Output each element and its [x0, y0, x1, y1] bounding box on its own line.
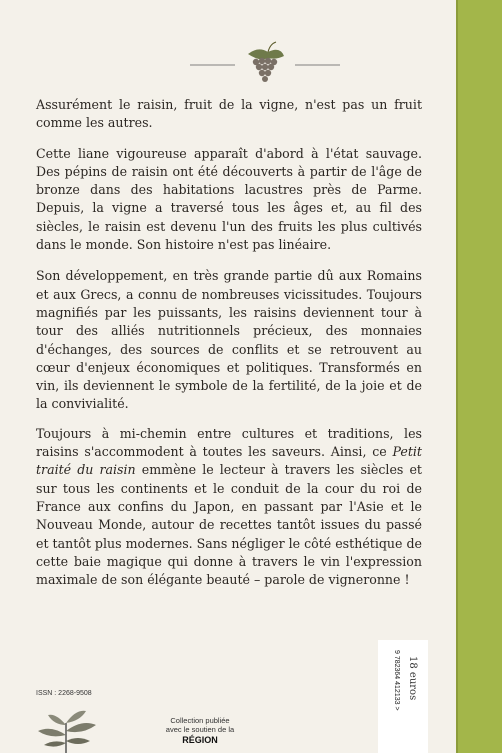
paragraph-4 — [36, 425, 422, 590]
paragraph-3: Son développement, en très grande partie dû aux Romains et aux Grecs, a connu de nombreuses vicissitudes. Toujours magnifiés par les puissants, les raisins deviennent tour à tour des alliés nutritionnels précieux, des monnaies d'échanges, des sources de conflits et se retrouvent au cœur d'enjeux économiques et politiques. Transformés en vin, ils deviennent le symbole de la fertilité, de la joie et de la convivialité. — [36, 268, 422, 412]
barcode-number: 9 782364 412133 > — [393, 650, 400, 711]
barcode — [378, 640, 428, 753]
collection-notice — [140, 716, 260, 745]
spine-edge — [456, 0, 458, 753]
paragraph-1: Assurément le raisin, fruit de la vigne, n'est pas un fruit comme les autres. — [36, 97, 422, 131]
book-title: Petit traité du raisin — [36, 444, 422, 478]
paragraph-4-start: Toujours à mi-chemin entre cultures et traditions, les raisins s'accommodent à toutes les saveurs. Ainsi, ce — [36, 425, 422, 460]
issn-label: ISSN : 2268-9508 — [36, 690, 92, 697]
paragraph-4-end: emmène le lecteur à travers les siècles et sur tous les continents et le conduit de la cour du roi de France aux confins du Japon, en passant par l'Asie et le Nouveau Monde, autour de recettes tantôt issues du passé et tantôt plus modernes. Sans négliger le côté esthétique de cette baie magique qui donne à travers le vin l'expression maximale de son élégante beauté – parole de vigneronne ! — [36, 462, 423, 588]
green-spine — [458, 0, 502, 753]
plant-logo-icon — [26, 705, 106, 753]
price-label: 18 euros — [407, 656, 418, 701]
collection-line-1: Collection publiée — [170, 716, 230, 725]
region-logo-text: RÉGION — [182, 735, 218, 745]
back-cover-text — [36, 96, 422, 601]
paragraph-2: Cette liane vigoureuse apparaît d'abord à l'état sauvage. Des pépins de raisin ont été découverts à partir de l'âge de bronze dans des habitations lacustres près de Parme. Depuis, la vigne a traversé tous les âges et, au fil des siècles, le raisin est devenu l'un des fruits les plus cultivés dans le monde. Son histoire n'est pas linéaire. — [36, 145, 422, 253]
grape-ornament-icon — [190, 40, 340, 90]
collection-line-2: avec le soutien de la — [165, 725, 235, 734]
